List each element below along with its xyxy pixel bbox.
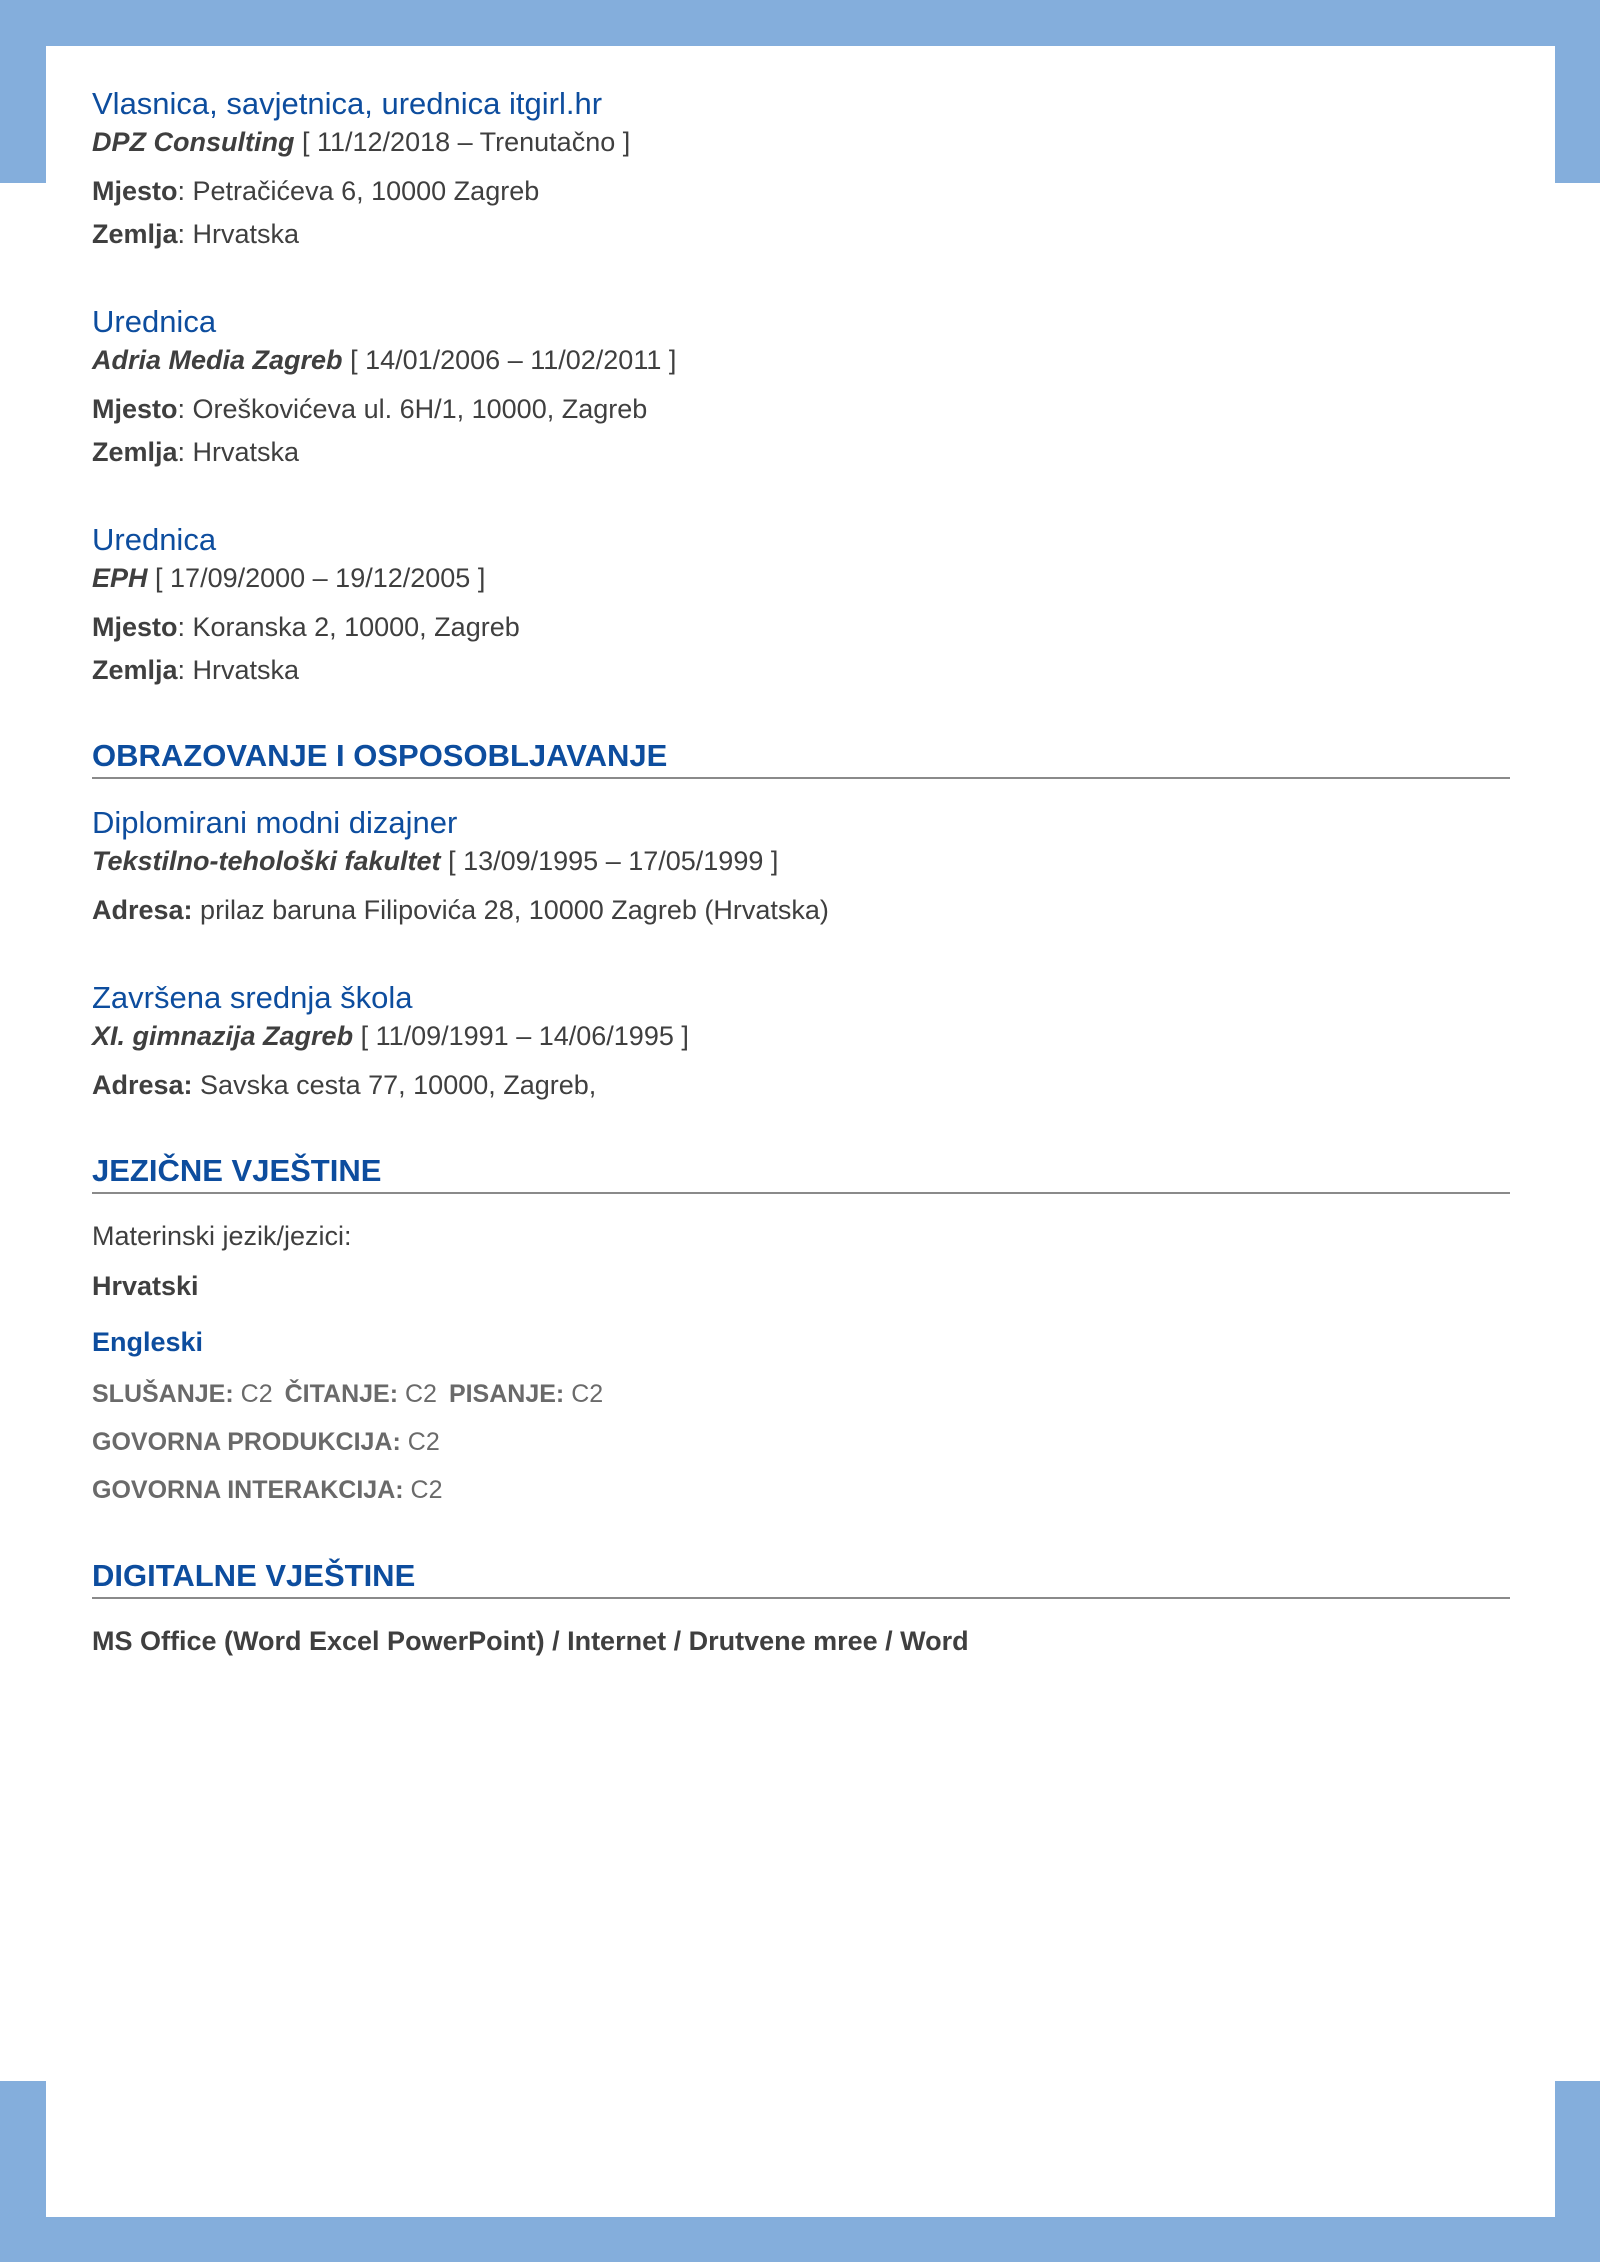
employment-dates: [ 11/12/2018 – Trenutačno ] [294, 127, 631, 157]
country-value: : Hrvatska [177, 219, 300, 249]
location-value: : Koranska 2, 10000, Zagreb [177, 612, 520, 642]
experience-entry [92, 302, 1510, 474]
school-name: XI. gimnazija Zagreb [92, 1021, 354, 1051]
mother-tongue: Hrvatski [92, 1271, 199, 1301]
employment-dates: [ 14/01/2006 – 11/02/2011 ] [342, 345, 677, 375]
country-label: Zemlja [92, 219, 178, 249]
country-line [92, 649, 1510, 692]
location-label: Mjesto [92, 612, 178, 642]
writing-label: PISANJE: [448, 1380, 565, 1408]
languages-section-title: JEZIČNE VJEŠTINE [92, 1151, 1510, 1194]
listening-level: C2 [233, 1380, 273, 1408]
employer-name: DPZ Consulting [92, 127, 295, 157]
country-line [92, 431, 1510, 474]
reading-level: C2 [398, 1380, 437, 1408]
education-entry [92, 803, 1510, 932]
education-entry [92, 978, 1510, 1107]
job-title: Vlasnica, savjetnica, urednica itgirl.hr [92, 86, 603, 121]
digital-section-title: DIGITALNE VJEŠTINE [92, 1556, 1510, 1599]
location-value: : Oreškovićeva ul. 6H/1, 10000, Zagreb [177, 394, 648, 424]
employment-dates: [ 17/09/2000 – 19/12/2005 ] [147, 563, 486, 593]
digital-skills-list: MS Office (Word Excel PowerPoint) / Internet / Drutvene mree / Word [92, 1626, 969, 1656]
degree-title: Diplomirani modni dizajner [92, 805, 458, 840]
cv-content [92, 84, 1510, 1659]
location-value: : Petračićeva 6, 10000 Zagreb [177, 176, 540, 206]
receptive-skills-line [92, 1370, 1510, 1418]
employer-line [92, 124, 1510, 160]
country-line [92, 213, 1510, 256]
spoken-interaction-level: C2 [403, 1476, 443, 1504]
address-label: Adresa: [92, 895, 193, 925]
frame-bottom-bar [0, 2217, 1600, 2262]
location-label: Mjesto [92, 176, 178, 206]
listening-label: SLUŠANJE: [92, 1380, 234, 1408]
reading-label: ČITANJE: [284, 1380, 399, 1408]
spoken-production-label: GOVORNA PRODUKCIJA: [92, 1428, 401, 1456]
frame-corner-top-left [0, 0, 46, 183]
experience-entry [92, 84, 1510, 256]
spoken-production-level: C2 [400, 1428, 440, 1456]
school-name: Tekstilno-tehološki fakultet [92, 846, 441, 876]
school-line [92, 843, 1510, 879]
employer-line [92, 560, 1510, 596]
location-line [92, 170, 1510, 213]
address-line [92, 889, 1510, 932]
location-line [92, 388, 1510, 431]
spoken-interaction-label: GOVORNA INTERAKCIJA: [92, 1476, 404, 1504]
employer-line [92, 342, 1510, 378]
employer-name: Adria Media Zagreb [92, 345, 343, 375]
foreign-language-name: Engleski [92, 1327, 204, 1357]
education-dates: [ 11/09/1991 – 14/06/1995 ] [353, 1021, 689, 1051]
employer-name: EPH [92, 563, 148, 593]
writing-level: C2 [564, 1380, 604, 1408]
country-label: Zemlja [92, 437, 178, 467]
location-line [92, 606, 1510, 649]
country-value: : Hrvatska [177, 437, 300, 467]
location-label: Mjesto [92, 394, 178, 424]
languages-block [92, 1218, 1510, 1514]
job-title: Urednica [92, 304, 217, 339]
job-title: Urednica [92, 522, 217, 557]
school-line [92, 1018, 1510, 1054]
country-value: : Hrvatska [177, 655, 300, 685]
address-line [92, 1064, 1510, 1107]
country-label: Zemlja [92, 655, 178, 685]
mother-tongue-label: Materinski jezik/jezici: [92, 1221, 352, 1251]
degree-title: Završena srednja škola [92, 980, 413, 1015]
frame-top-bar [0, 0, 1600, 46]
education-dates: [ 13/09/1995 – 17/05/1999 ] [440, 846, 779, 876]
spoken-interaction-line [92, 1466, 1510, 1514]
experience-entry [92, 520, 1510, 692]
address-value: Savska cesta 77, 10000, Zagreb, [192, 1070, 597, 1100]
address-label: Adresa: [92, 1070, 193, 1100]
frame-corner-top-right [1555, 0, 1600, 183]
address-value: prilaz baruna Filipovića 28, 10000 Zagreb (Hrvatska) [192, 895, 829, 925]
education-section-title: OBRAZOVANJE I OSPOSOBLJAVANJE [92, 736, 1510, 779]
spoken-production-line [92, 1418, 1510, 1466]
